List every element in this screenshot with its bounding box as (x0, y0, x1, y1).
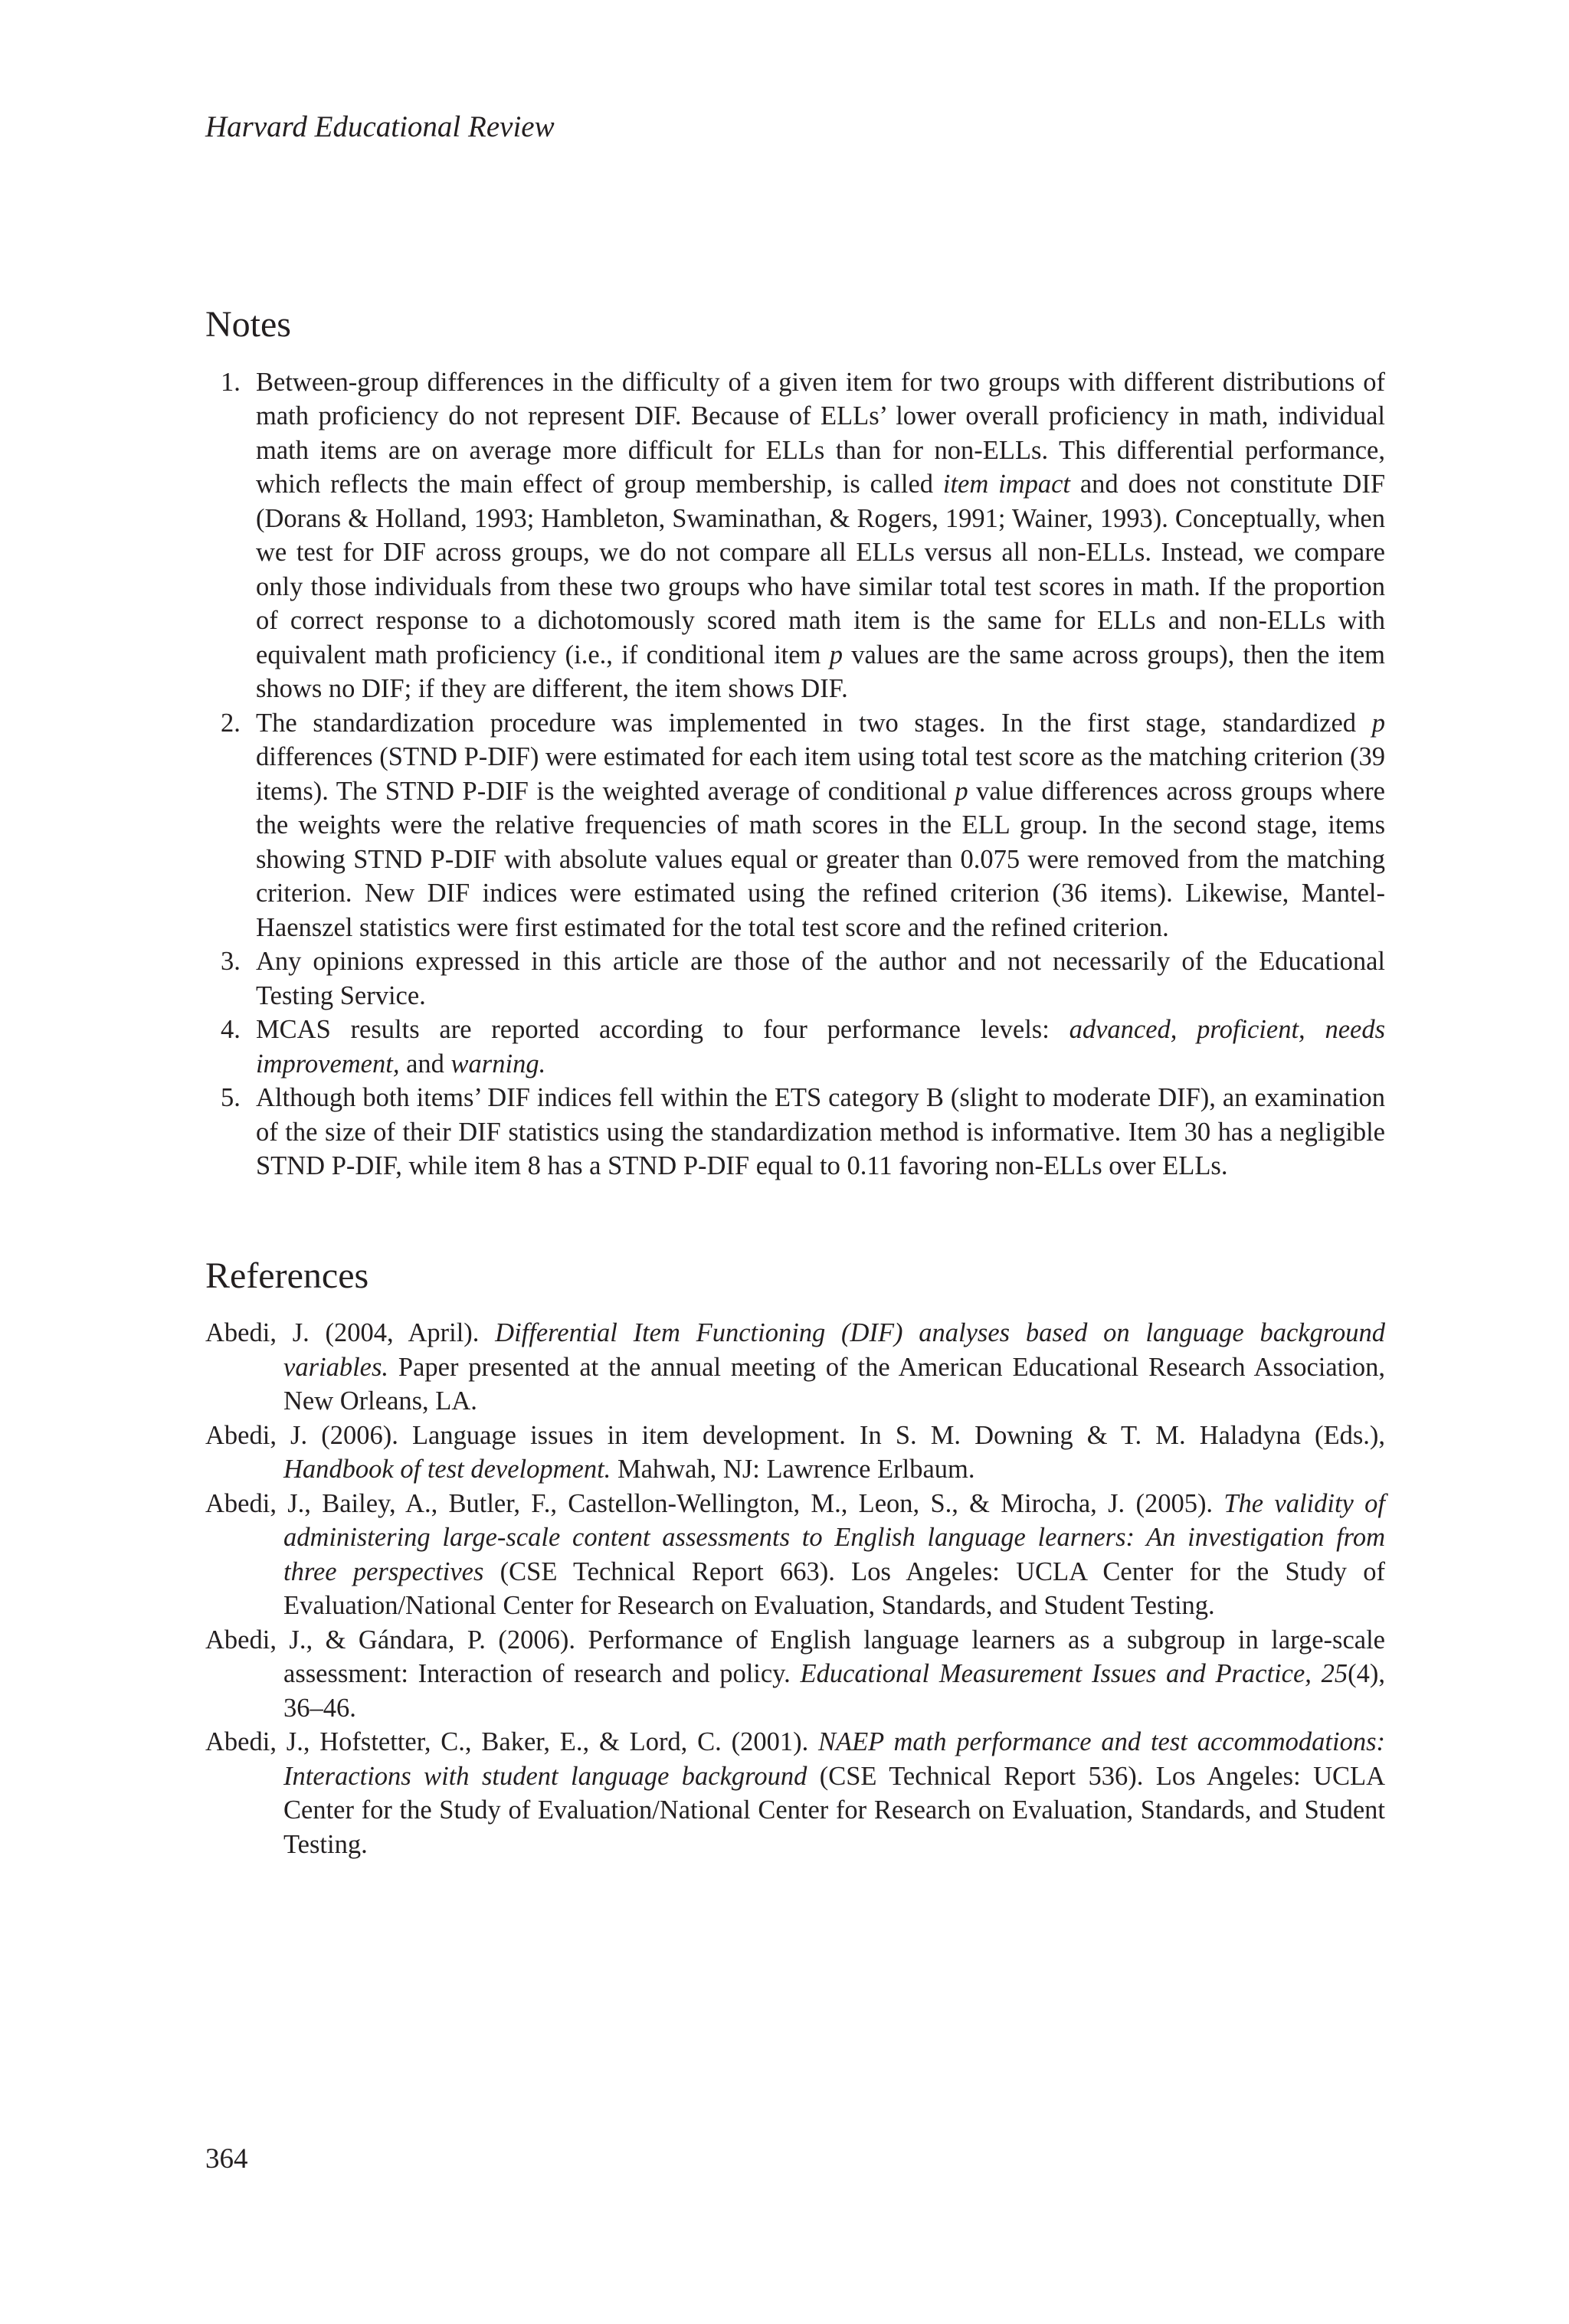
reference-entry (205, 1725, 1385, 1861)
reference-text: (CSE Technical Report 536). Los Angeles: UCLA Center for the Study of Evaluation/National Center for Research on Evaluation, Standards, and Student Testing. (283, 1761, 1385, 1859)
note-item (205, 365, 1385, 706)
reference-text: (4), 36–46. (283, 1659, 1385, 1723)
running-head: Harvard Educational Review (205, 110, 555, 143)
note-emphasis: advanced, proficient, needs improvement, (256, 1015, 1385, 1079)
note-text: and does not constitute DIF (Dorans & Holland, 1993; Hambleton, Swaminathan, & Rogers, 1991; Wainer, 1993). Conceptually, when we test for DIF across groups, we do not compare all ELLs versus all non-ELLs. Instead, we compare only those individuals from these two groups who have similar total test scores in math. If the proportion of correct response to a dichotomously scored math item is the same for ELLs and non-ELLs with equivalent math proficiency (i.e., if conditional item (256, 470, 1386, 669)
note-item (205, 706, 1385, 945)
note-emphasis: item impact (942, 470, 1070, 499)
reference-text: Abedi, J. (2006). Language issues in item development. In S. M. Downing & T. M. Haladyna (Eds.), (205, 1420, 1385, 1450)
note-text: and (399, 1049, 451, 1079)
reference-text: Abedi, J. (2004, April). (205, 1318, 496, 1348)
reference-text: Abedi, J., Hofstetter, C., Baker, E., & Lord, C. (2001). (205, 1727, 819, 1757)
reference-entry (205, 1487, 1385, 1623)
note-item (205, 944, 1385, 1013)
note-text: Between-group differences in the difficulty of a given item for two groups with different distributions of math proficiency do not represent DIF. Because of ELLs’ lower overall proficiency in math, individual math items are on average more difficult for ELLs than for non-ELLs. This differential performance, which reflects the main effect of group membership, is called (256, 367, 1385, 499)
note-text: MCAS results are reported according to four performance levels: (256, 1015, 1069, 1045)
note-text: value differences across groups where the weights were the relative frequencies of math scores in the ELL group. In the second stage, items showing STND P-DIF with absolute values equal or greater than 0.075 were removed from the matching criterion. New DIF indices were estimated using the refined criterion (36 items). Likewise, Mantel-Haenszel statistics were first estimated for the total test score and the refined criterion. (256, 776, 1385, 942)
notes-heading: Notes (205, 304, 291, 345)
note-number: 2. (221, 708, 241, 738)
reference-entry (205, 1623, 1385, 1726)
note-number: 4. (221, 1015, 241, 1045)
reference-title: Educational Measurement Issues and Practice, 25 (800, 1659, 1348, 1689)
note-item (205, 1081, 1385, 1183)
references-list (205, 1316, 1385, 1861)
reference-text: (CSE Technical Report 663). Los Angeles: UCLA Center for the Study of Evaluation/National Center for Research on Evaluation, Standards, and Student Testing. (283, 1556, 1385, 1621)
reference-text: Paper presented at the annual meeting of the American Educational Research Association, New Orleans, LA. (283, 1352, 1385, 1416)
reference-entry (205, 1316, 1385, 1419)
note-number: 5. (221, 1083, 241, 1113)
references-heading: References (205, 1255, 369, 1296)
note-emphasis: p (955, 776, 968, 806)
reference-text: Abedi, J., & Gándara, P. (2006). Performance of English language learners as a subgroup in large-scale assessment: Interaction of research and policy. (205, 1625, 1385, 1689)
note-emphasis: p (829, 640, 843, 669)
page-content (205, 303, 1385, 1861)
note-item (205, 1013, 1385, 1081)
reference-title: NAEP math performance and test accommodations: Interactions with student language background (283, 1727, 1385, 1791)
note-text: Although both items’ DIF indices fell within the ETS category B (slight to moderate DIF), an examination of the size of their DIF statistics using the standardization method is informative. Item 30 has a negligible STND P-DIF, while item 8 has a STND P-DIF equal to 0.11 favoring non-ELLs over ELLs. (256, 1083, 1385, 1181)
note-text: Any opinions expressed in this article are those of the author and not necessarily of the Educational Testing Service. (256, 947, 1385, 1010)
note-emphasis: warning. (450, 1049, 546, 1079)
note-text: The standardization procedure was implemented in two stages. In the first stage, standardized (256, 708, 1372, 738)
page-number: 364 (205, 2143, 248, 2175)
notes-list (205, 365, 1385, 1183)
reference-text: Mahwah, NJ: Lawrence Erlbaum. (611, 1455, 975, 1484)
reference-entry (205, 1419, 1385, 1487)
note-number: 1. (221, 367, 241, 397)
note-emphasis: p (1371, 708, 1385, 738)
reference-title: Differential Item Functioning (DIF) analyses based on language background variables. (283, 1318, 1385, 1382)
reference-title: Handbook of test development. (283, 1455, 611, 1484)
note-text: differences (STND P-DIF) were estimated for each item using total test score as the matching criterion (39 items). The STND P-DIF is the weighted average of conditional (256, 742, 1385, 806)
reference-title: The validity of administering large-scale content assessments to English language learners: An investigation from three perspectives (283, 1488, 1386, 1586)
note-number: 3. (221, 947, 241, 977)
reference-text: Abedi, J., Bailey, A., Butler, F., Castellon-Wellington, M., Leon, S., & Mirocha, J. (2005). (205, 1488, 1224, 1518)
note-text: values are the same across groups), then the item shows no DIF; if they are different, the item shows DIF. (256, 640, 1385, 704)
